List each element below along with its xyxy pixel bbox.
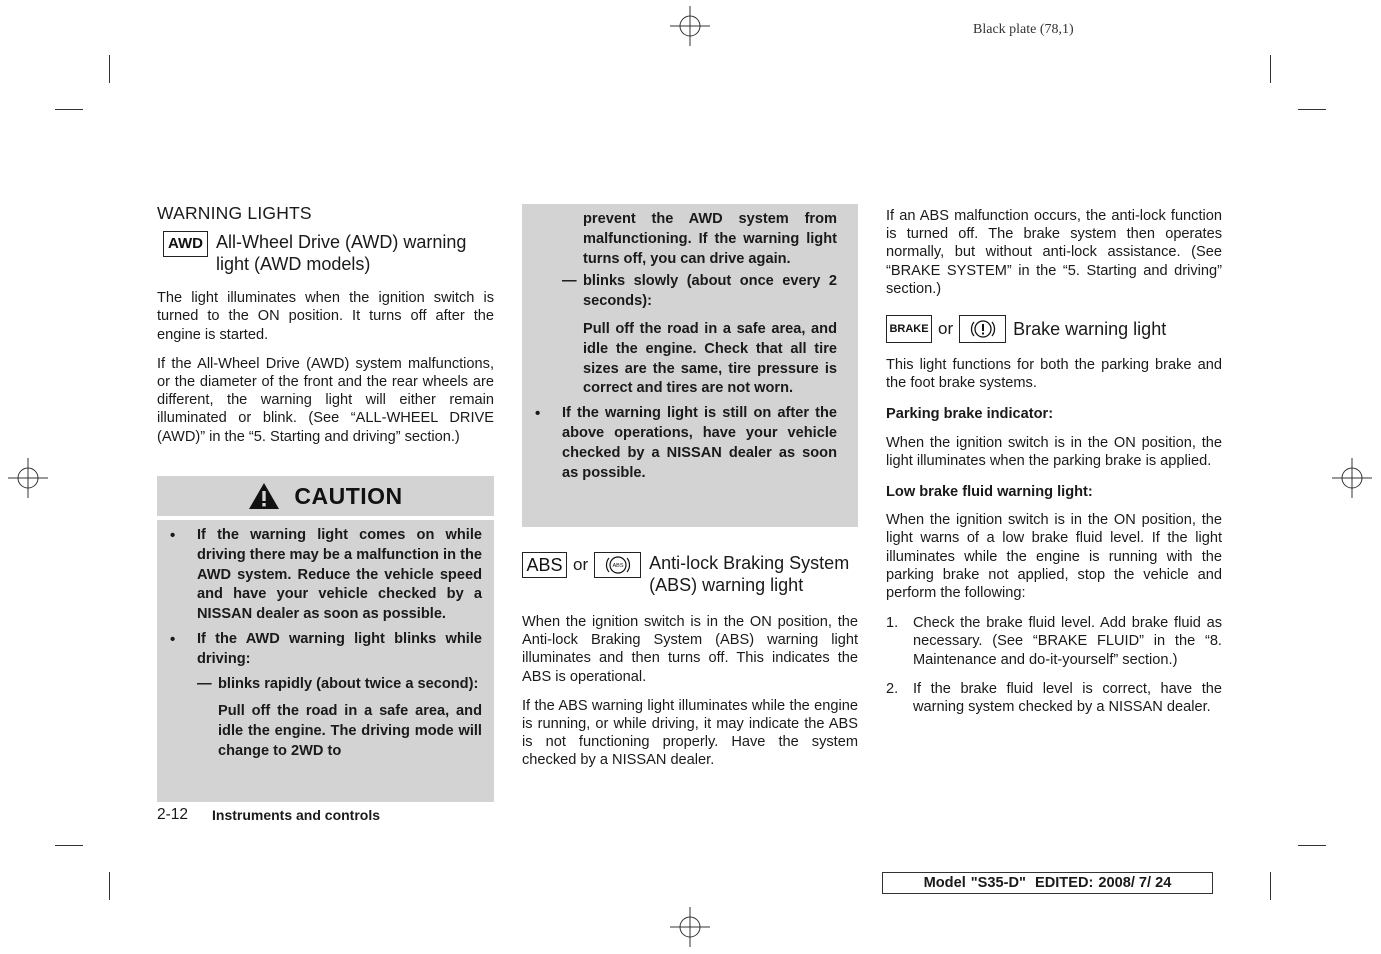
model-label: Model — [923, 875, 966, 891]
awd-paragraph-2: If the All-Wheel Drive (AWD) system malfunctions, or the diameter of the front and the rear wheels are different, the warning light will either remain illuminated or blink. (See “ALL-WHEEL DRIVE (AWD)” in the “5. Starting and driving” section.) — [157, 355, 494, 445]
caution-dash-1-body: Pull off the road in a safe area, and idle the engine. The driving mode will change to 2WD to — [218, 703, 482, 759]
brake-badge-label: BRAKE — [889, 322, 929, 335]
abs-badge-label: ABS — [526, 554, 563, 575]
dash-mark: — — [562, 273, 577, 290]
section-name: Instruments and controls — [212, 807, 381, 823]
model-edited-box — [882, 872, 1213, 894]
page-number: 2-12 — [157, 806, 189, 823]
awd-heading-line2: light (AWD models) — [216, 254, 371, 275]
abs-circle-icon — [594, 552, 641, 578]
low-fluid-subheading: Low brake fluid warning light: — [886, 484, 1093, 501]
abs-or-label: or — [573, 555, 589, 574]
registration-mark-bottom — [670, 907, 710, 947]
right-column — [886, 207, 1222, 716]
brake-paragraph-1: This light functions for both the parking brake and the foot brake systems. — [886, 357, 1222, 392]
edited-label: EDITED: — [1034, 875, 1094, 891]
caution-title: CAUTION — [294, 482, 403, 509]
svg-text:ABS: ABS — [612, 563, 624, 570]
step-number: 1. — [886, 615, 899, 632]
plate-label: Black plate (78,1) — [973, 22, 1074, 37]
caution-dash-1 — [157, 675, 482, 695]
caution-dash-2-text: blinks slowly (about once every 2 seconds): — [583, 273, 837, 310]
model-code: "S35-D" — [970, 875, 1026, 891]
abs-paragraph-3: If an ABS malfunction occurs, the anti-lock function is turned off. The brake system then operates normally, but without anti-lock assistance. (See “BRAKE SYSTEM” in the “5. Starting and driving” section.) — [886, 208, 1222, 297]
step-text: Check the brake fluid level. Add brake fluid as necessary. (See “BRAKE FLUID” in the “8. Maintenance and do-it-yourself” section.) — [913, 615, 1222, 668]
abs-paragraph-2: If the ABS warning light illuminates while the engine is running, or while driving, it may indicate the ABS is not functioning properly. Have the system checked by a NISSAN dealer. — [522, 697, 858, 769]
caution-dash-1-text: blinks rapidly (about twice a second): — [218, 675, 479, 692]
low-fluid-body: When the ignition switch is in the ON position, the light warns of a low brake fluid level. If the light illuminates while the engine is running with the parking brake not applied, stop the vehicle and perform the following: — [886, 512, 1222, 602]
awd-heading-line1: All-Wheel Drive (AWD) warning — [216, 232, 467, 253]
awd-warning-icon — [163, 231, 208, 257]
parking-brake-subheading: Parking brake indicator: — [886, 406, 1054, 423]
awd-badge-label: AWD — [168, 235, 203, 253]
step-2 — [886, 680, 1222, 716]
brake-heading — [886, 315, 1222, 343]
dash-mark: — — [197, 675, 212, 692]
caution-dash-2-body: Pull off the road in a safe area, and idle the engine. Check that all tire sizes are the same, tire pressure is correct and tires are not worn. — [583, 320, 837, 397]
registration-mark-left — [8, 458, 48, 498]
brake-heading-text: Brake warning light — [1013, 319, 1167, 340]
caution-body-continued — [522, 204, 858, 527]
awd-heading-text — [216, 231, 466, 275]
abs-heading-line1: Anti-lock Braking System — [649, 553, 850, 573]
abs-warning-icon — [522, 552, 567, 578]
step-number: 2. — [886, 680, 899, 697]
parking-brake-body: When the ignition switch is in the ON position, the light illuminates when the parking brake is applied. — [886, 434, 1222, 469]
brake-circle-icon — [959, 315, 1006, 343]
caution-bullet-1: • If the warning light comes on while driving there may be a malfunction in the AWD system. Reduce the vehicle speed and have your vehicle checked by a NISSAN dealer as soon as possible. — [157, 526, 482, 625]
step-text: If the brake fluid level is correct, have the warning system checked by a NISSAN dealer. — [913, 680, 1222, 716]
awd-paragraph-1: The light illuminates when the ignition switch is turned to the ON position. It turns off after the engine is started. — [157, 290, 494, 343]
abs-heading-line2: (ABS) warning light — [649, 575, 804, 595]
left-column — [157, 204, 494, 446]
brake-or-label: or — [938, 319, 954, 339]
middle-column — [522, 552, 858, 770]
caution-header — [157, 476, 494, 516]
caution-bullet-3: • If the warning light is still on after the above operations, have your vehicle checked by a NISSAN dealer as soon as possible. — [522, 404, 837, 483]
warning-triangle-icon — [248, 482, 280, 510]
abs-heading — [522, 552, 858, 596]
brake-warning-icon — [886, 315, 932, 343]
edited-date: 2008/ 7/ 24 — [1098, 875, 1172, 891]
section-title: WARNING LIGHTS — [157, 203, 312, 223]
caution-dash-2 — [522, 272, 837, 312]
step-1 — [886, 614, 1222, 669]
abs-heading-text — [649, 552, 849, 596]
awd-heading — [157, 231, 494, 275]
abs-paragraph-1: When the ignition switch is in the ON position, the Anti-lock Braking System (ABS) warning light illuminates and then turns off. This indicates the ABS is operational. — [522, 614, 858, 685]
caution-bullet-2: • If the AWD warning light blinks while driving: — [157, 630, 482, 670]
caution-body-left — [157, 520, 494, 802]
registration-mark-top — [670, 6, 710, 46]
caution-continued-text: prevent the AWD system from malfunctioning. If the warning light turns off, you can drive again. — [583, 211, 837, 267]
registration-mark-right — [1332, 458, 1372, 498]
